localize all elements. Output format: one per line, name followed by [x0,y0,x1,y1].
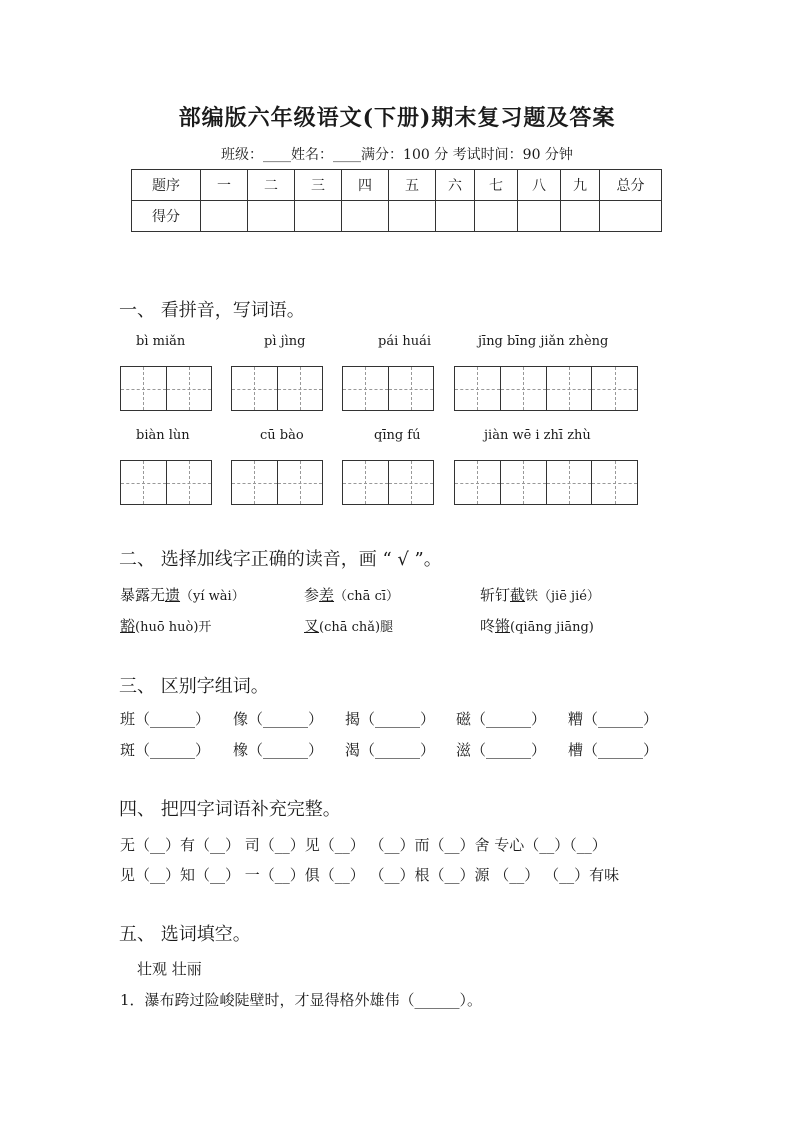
word-choices: 壮观 壮丽 [137,960,202,978]
score-cell[interactable] [389,201,436,232]
word-blank[interactable]: 揭（______） [345,710,436,728]
idiom-row[interactable]: 无（__）有（__） 司（__）见（__） （__）而（__）舍 专心（__）（__） [120,836,607,854]
header-cell: 总分 [600,170,662,201]
header-cell: 二 [248,170,295,201]
section-4-title: 四、 把四字词语补充完整。 [119,799,341,820]
section-3-title: 三、 区别字组词。 [119,676,269,697]
score-cell[interactable] [475,201,518,232]
tianzige-box[interactable] [120,366,212,411]
section-5-title: 五、 选词填空。 [119,924,251,945]
word-blank[interactable]: 磁（______） [456,710,547,728]
pronunciation-item[interactable]: 豁(huō huò)开 [120,617,212,635]
score-cell[interactable] [248,201,295,232]
header-cell: 六 [436,170,475,201]
tianzige-box[interactable] [342,366,434,411]
pronunciation-item[interactable]: 参差（chā cī） [304,586,400,604]
word-blank[interactable]: 班（______） [120,710,211,728]
word-blank[interactable]: 槽（______） [568,741,659,759]
pinyin-label: qīng fú [374,428,421,443]
score-cell[interactable] [201,201,248,232]
row-label: 得分 [132,201,201,232]
header-cell: 一 [201,170,248,201]
header-cell: 八 [518,170,561,201]
page-title: 部编版六年级语文(下册)期末复习题及答案 [178,105,616,131]
tianzige-box[interactable] [231,460,323,505]
idiom-row[interactable]: 见（__）知（__） 一（__）俱（__） （__）根（__）源 （__） （__）有味 [120,866,620,884]
pinyin-label: jīng bīng jiǎn zhèng [478,334,609,349]
score-table [131,169,662,232]
pronunciation-item[interactable]: 叉(chā chǎ)腿 [304,617,394,635]
pronunciation-item[interactable]: 暴露无遗（yí wài） [120,586,245,604]
score-table-header-row [132,170,662,201]
header-cell: 四 [342,170,389,201]
section-2-title: 二、 选择加线字正确的读音，画 “ √ ”。 [119,549,442,570]
word-blank[interactable]: 糟（______） [568,710,659,728]
score-cell[interactable] [600,201,662,232]
section-1-title: 一、 看拼音，写词语。 [119,300,305,321]
question-1[interactable]: 1．瀑布跨过险峻陡壁时，才显得格外雄伟（______）。 [120,991,483,1009]
score-cell[interactable] [518,201,561,232]
word-blank[interactable]: 像（______） [233,710,324,728]
pinyin-label: pì jìng [264,334,306,349]
pronunciation-item[interactable]: 咚锵(qiāng jiāng) [480,617,594,635]
tianzige-box[interactable] [342,460,434,505]
word-blank[interactable]: 橡（______） [233,741,324,759]
header-cell: 题序 [132,170,201,201]
pinyin-label: jiàn wē i zhī zhù [484,428,591,443]
pinyin-label: cū bào [260,428,304,443]
pinyin-label: biàn lùn [136,428,190,443]
header-cell: 五 [389,170,436,201]
score-cell[interactable] [436,201,475,232]
pinyin-label: pái huái [378,334,432,349]
word-blank[interactable]: 斑（______） [120,741,211,759]
header-cell: 九 [561,170,600,201]
tianzige-box[interactable] [454,460,638,505]
tianzige-box[interactable] [120,460,212,505]
score-cell[interactable] [342,201,389,232]
word-blank[interactable]: 滋（______） [456,741,547,759]
tianzige-box[interactable] [454,366,638,411]
score-table-score-row [132,201,662,232]
tianzige-box[interactable] [231,366,323,411]
header-cell: 七 [475,170,518,201]
exam-info: 班级：____姓名：____满分：100 分 考试时间：90 分钟 [221,147,573,163]
score-cell[interactable] [561,201,600,232]
header-cell: 三 [295,170,342,201]
word-blank[interactable]: 渴（______） [345,741,436,759]
score-cell[interactable] [295,201,342,232]
pronunciation-item[interactable]: 斩钉截铁（jiē jié） [480,586,600,604]
pinyin-label: bì miǎn [136,334,186,349]
